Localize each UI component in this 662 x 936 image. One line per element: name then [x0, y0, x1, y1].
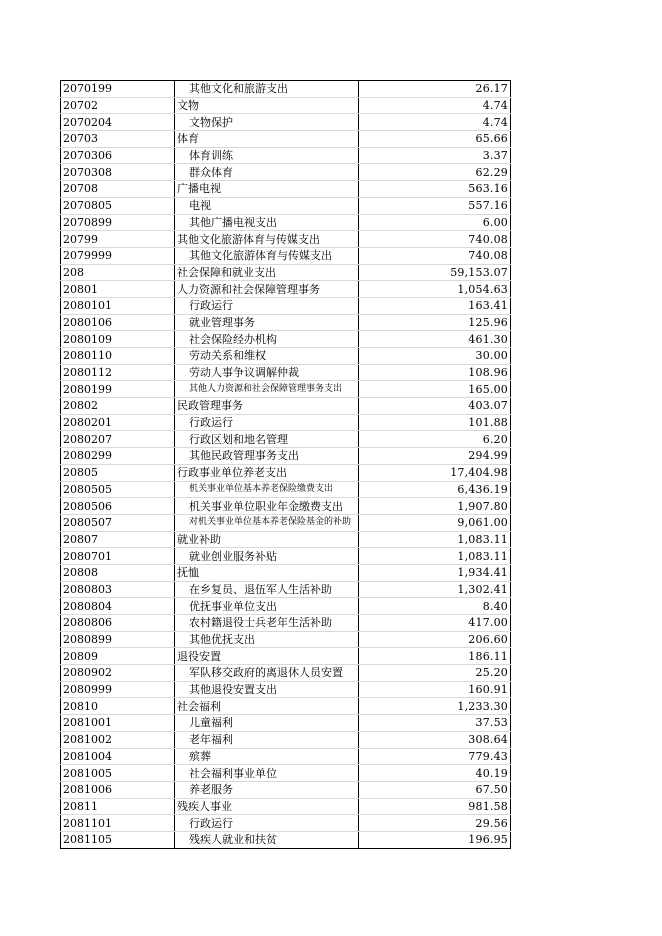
subject-code-cell[interactable]: 2080506 — [61, 498, 175, 515]
amount-cell[interactable]: 779.43 — [359, 748, 511, 765]
subject-name-cell[interactable]: 对机关事业单位基本养老保险基金的补助 — [175, 514, 359, 531]
subject-name-cell[interactable]: 社会保障和就业支出 — [175, 264, 359, 281]
subject-code-cell[interactable]: 2070308 — [61, 164, 175, 181]
subject-code-cell[interactable]: 20708 — [61, 181, 175, 198]
subject-code-cell[interactable]: 20799 — [61, 231, 175, 248]
amount-cell[interactable]: 186.11 — [359, 648, 511, 665]
table-row[interactable] — [61, 364, 511, 381]
table-row[interactable] — [61, 681, 511, 698]
amount-cell[interactable]: 9,061.00 — [359, 514, 511, 531]
subject-code-cell[interactable]: 2081006 — [61, 781, 175, 798]
subject-code-cell[interactable]: 2081004 — [61, 748, 175, 765]
expenditure-table — [60, 80, 511, 849]
subject-code-cell[interactable]: 2080804 — [61, 598, 175, 615]
subject-name-cell[interactable]: 其他退役安置支出 — [175, 681, 359, 698]
subject-name-cell[interactable]: 其他优抚支出 — [175, 631, 359, 648]
subject-code-cell[interactable]: 20807 — [61, 531, 175, 548]
table-row[interactable] — [61, 81, 511, 98]
amount-cell[interactable]: 17,404.98 — [359, 464, 511, 481]
table-row[interactable] — [61, 481, 511, 498]
subject-name-cell[interactable]: 行政运行 — [175, 815, 359, 832]
table-row[interactable] — [61, 831, 511, 848]
table-row[interactable] — [61, 348, 511, 365]
subject-name-cell[interactable]: 电视 — [175, 197, 359, 214]
amount-cell[interactable]: 165.00 — [359, 381, 511, 398]
amount-cell[interactable]: 308.64 — [359, 731, 511, 748]
table-row[interactable] — [61, 648, 511, 665]
subject-code-cell[interactable]: 2070204 — [61, 114, 175, 131]
subject-name-cell[interactable]: 老年福利 — [175, 731, 359, 748]
subject-code-cell[interactable]: 20808 — [61, 564, 175, 581]
amount-cell[interactable]: 108.96 — [359, 364, 511, 381]
subject-name-cell[interactable]: 儿童福利 — [175, 715, 359, 732]
table-row[interactable] — [61, 197, 511, 214]
table-row[interactable] — [61, 114, 511, 131]
subject-code-cell[interactable]: 2079999 — [61, 247, 175, 264]
table-row[interactable] — [61, 281, 511, 298]
amount-cell[interactable]: 37.53 — [359, 715, 511, 732]
amount-cell[interactable]: 294.99 — [359, 448, 511, 465]
amount-cell[interactable]: 563.16 — [359, 181, 511, 198]
amount-cell[interactable]: 59,153.07 — [359, 264, 511, 281]
subject-code-cell[interactable]: 20703 — [61, 131, 175, 148]
subject-code-cell[interactable]: 20809 — [61, 648, 175, 665]
table-row[interactable] — [61, 331, 511, 348]
table-row[interactable] — [61, 548, 511, 565]
subject-code-cell[interactable]: 2081001 — [61, 715, 175, 732]
table-row[interactable] — [61, 381, 511, 398]
subject-name-cell[interactable]: 殡葬 — [175, 748, 359, 765]
table-row[interactable] — [61, 231, 511, 248]
subject-code-cell[interactable]: 20801 — [61, 281, 175, 298]
amount-cell[interactable]: 29.56 — [359, 815, 511, 832]
amount-cell[interactable]: 1,302.41 — [359, 581, 511, 598]
subject-code-cell[interactable]: 208 — [61, 264, 175, 281]
subject-name-cell[interactable]: 其他广播电视支出 — [175, 214, 359, 231]
subject-name-cell[interactable]: 退役安置 — [175, 648, 359, 665]
subject-code-cell[interactable]: 2081105 — [61, 831, 175, 848]
table-row[interactable] — [61, 464, 511, 481]
subject-code-cell[interactable]: 2080106 — [61, 314, 175, 331]
amount-cell[interactable]: 740.08 — [359, 247, 511, 264]
subject-name-cell[interactable]: 人力资源和社会保障管理事务 — [175, 281, 359, 298]
subject-name-cell[interactable]: 残疾人事业 — [175, 798, 359, 815]
subject-name-cell[interactable]: 就业创业服务补贴 — [175, 548, 359, 565]
table-row[interactable] — [61, 431, 511, 448]
table-row[interactable] — [61, 564, 511, 581]
subject-name-cell[interactable]: 文物保护 — [175, 114, 359, 131]
amount-cell[interactable]: 981.58 — [359, 798, 511, 815]
amount-cell[interactable]: 461.30 — [359, 331, 511, 348]
amount-cell[interactable]: 163.41 — [359, 297, 511, 314]
table-row[interactable] — [61, 247, 511, 264]
table-row[interactable] — [61, 414, 511, 431]
subject-name-cell[interactable]: 民政管理事务 — [175, 398, 359, 415]
subject-name-cell[interactable]: 机关事业单位基本养老保险缴费支出 — [175, 481, 359, 498]
subject-name-cell[interactable]: 社会福利 — [175, 698, 359, 715]
expenditure-table-body — [61, 81, 511, 849]
amount-cell[interactable]: 4.74 — [359, 114, 511, 131]
table-row[interactable] — [61, 781, 511, 798]
table-row[interactable] — [61, 97, 511, 114]
table-row[interactable] — [61, 147, 511, 164]
table-row[interactable] — [61, 181, 511, 198]
amount-cell[interactable]: 26.17 — [359, 81, 511, 98]
subject-code-cell[interactable]: 2080109 — [61, 331, 175, 348]
table-row[interactable] — [61, 815, 511, 832]
table-row[interactable] — [61, 798, 511, 815]
subject-code-cell[interactable]: 2080505 — [61, 481, 175, 498]
subject-code-cell[interactable]: 20811 — [61, 798, 175, 815]
table-row[interactable] — [61, 598, 511, 615]
subject-code-cell[interactable]: 2070199 — [61, 81, 175, 98]
subject-name-cell[interactable]: 残疾人就业和扶贫 — [175, 831, 359, 848]
subject-name-cell[interactable]: 军队移交政府的离退休人员安置 — [175, 665, 359, 682]
table-row[interactable] — [61, 498, 511, 515]
subject-code-cell[interactable]: 2080299 — [61, 448, 175, 465]
amount-cell[interactable]: 101.88 — [359, 414, 511, 431]
subject-code-cell[interactable]: 2081005 — [61, 765, 175, 782]
subject-name-cell[interactable]: 机关事业单位职业年金缴费支出 — [175, 498, 359, 515]
subject-code-cell[interactable]: 2080507 — [61, 514, 175, 531]
subject-code-cell[interactable]: 2080902 — [61, 665, 175, 682]
subject-name-cell[interactable]: 文物 — [175, 97, 359, 114]
subject-name-cell[interactable]: 体育 — [175, 131, 359, 148]
subject-code-cell[interactable]: 2081101 — [61, 815, 175, 832]
subject-name-cell[interactable]: 劳动人事争议调解仲裁 — [175, 364, 359, 381]
subject-name-cell[interactable]: 其他文化和旅游支出 — [175, 81, 359, 98]
table-row[interactable] — [61, 514, 511, 531]
subject-name-cell[interactable]: 其他文化旅游体育与传媒支出 — [175, 231, 359, 248]
subject-name-cell[interactable]: 其他民政管理事务支出 — [175, 448, 359, 465]
subject-name-cell[interactable]: 优抚事业单位支出 — [175, 598, 359, 615]
amount-cell[interactable]: 8.40 — [359, 598, 511, 615]
subject-code-cell[interactable]: 2080806 — [61, 615, 175, 632]
amount-cell[interactable]: 557.16 — [359, 197, 511, 214]
table-row[interactable] — [61, 164, 511, 181]
subject-name-cell[interactable]: 其他人力资源和社会保障管理事务支出 — [175, 381, 359, 398]
subject-name-cell[interactable]: 就业管理事务 — [175, 314, 359, 331]
subject-code-cell[interactable]: 2080803 — [61, 581, 175, 598]
subject-name-cell[interactable]: 农村籍退役士兵老年生活补助 — [175, 615, 359, 632]
table-row[interactable] — [61, 581, 511, 598]
table-row[interactable] — [61, 715, 511, 732]
subject-code-cell[interactable]: 2081002 — [61, 731, 175, 748]
amount-cell[interactable]: 125.96 — [359, 314, 511, 331]
subject-name-cell[interactable]: 行政事业单位养老支出 — [175, 464, 359, 481]
amount-cell[interactable]: 1,907.80 — [359, 498, 511, 515]
table-row[interactable] — [61, 698, 511, 715]
subject-code-cell[interactable]: 20802 — [61, 398, 175, 415]
amount-cell[interactable]: 1,934.41 — [359, 564, 511, 581]
subject-name-cell[interactable]: 行政区划和地名管理 — [175, 431, 359, 448]
amount-cell[interactable]: 62.29 — [359, 164, 511, 181]
amount-cell[interactable]: 196.95 — [359, 831, 511, 848]
table-row[interactable] — [61, 665, 511, 682]
amount-cell[interactable]: 65.66 — [359, 131, 511, 148]
table-row[interactable] — [61, 631, 511, 648]
subject-name-cell[interactable]: 养老服务 — [175, 781, 359, 798]
table-row[interactable] — [61, 398, 511, 415]
amount-cell[interactable]: 30.00 — [359, 348, 511, 365]
table-row[interactable] — [61, 448, 511, 465]
amount-cell[interactable]: 1,083.11 — [359, 531, 511, 548]
subject-name-cell[interactable]: 劳动关系和维权 — [175, 348, 359, 365]
subject-name-cell[interactable]: 群众体育 — [175, 164, 359, 181]
subject-name-cell[interactable]: 社会福利事业单位 — [175, 765, 359, 782]
subject-code-cell[interactable]: 2070899 — [61, 214, 175, 231]
amount-cell[interactable]: 25.20 — [359, 665, 511, 682]
table-row[interactable] — [61, 214, 511, 231]
subject-code-cell[interactable]: 2080899 — [61, 631, 175, 648]
amount-cell[interactable]: 6.00 — [359, 214, 511, 231]
amount-cell[interactable]: 206.60 — [359, 631, 511, 648]
subject-name-cell[interactable]: 行政运行 — [175, 297, 359, 314]
table-row[interactable] — [61, 765, 511, 782]
table-row[interactable] — [61, 731, 511, 748]
amount-cell[interactable]: 3.37 — [359, 147, 511, 164]
amount-cell[interactable]: 740.08 — [359, 231, 511, 248]
amount-cell[interactable]: 417.00 — [359, 615, 511, 632]
subject-code-cell[interactable]: 2080207 — [61, 431, 175, 448]
subject-name-cell[interactable]: 抚恤 — [175, 564, 359, 581]
subject-code-cell[interactable]: 2080201 — [61, 414, 175, 431]
subject-code-cell[interactable]: 20702 — [61, 97, 175, 114]
amount-cell[interactable]: 6.20 — [359, 431, 511, 448]
table-row[interactable] — [61, 131, 511, 148]
table-row[interactable] — [61, 615, 511, 632]
amount-cell[interactable]: 403.07 — [359, 398, 511, 415]
table-row[interactable] — [61, 297, 511, 314]
table-row[interactable] — [61, 748, 511, 765]
subject-code-cell[interactable]: 20810 — [61, 698, 175, 715]
subject-name-cell[interactable]: 社会保险经办机构 — [175, 331, 359, 348]
subject-name-cell[interactable]: 其他文化旅游体育与传媒支出 — [175, 247, 359, 264]
amount-cell[interactable]: 67.50 — [359, 781, 511, 798]
amount-cell[interactable]: 4.74 — [359, 97, 511, 114]
subject-name-cell[interactable]: 在乡复员、退伍军人生活补助 — [175, 581, 359, 598]
subject-code-cell[interactable]: 2080199 — [61, 381, 175, 398]
amount-cell[interactable]: 1,083.11 — [359, 548, 511, 565]
amount-cell[interactable]: 6,436.19 — [359, 481, 511, 498]
subject-code-cell[interactable]: 20805 — [61, 464, 175, 481]
subject-code-cell[interactable]: 2080101 — [61, 297, 175, 314]
table-row[interactable] — [61, 314, 511, 331]
subject-code-cell[interactable]: 2070306 — [61, 147, 175, 164]
subject-code-cell[interactable]: 2070805 — [61, 197, 175, 214]
amount-cell[interactable]: 40.19 — [359, 765, 511, 782]
subject-code-cell[interactable]: 2080999 — [61, 681, 175, 698]
subject-name-cell[interactable]: 行政运行 — [175, 414, 359, 431]
subject-name-cell[interactable]: 体育训练 — [175, 147, 359, 164]
amount-cell[interactable]: 1,233.30 — [359, 698, 511, 715]
table-row[interactable] — [61, 531, 511, 548]
table-row[interactable] — [61, 264, 511, 281]
subject-code-cell[interactable]: 2080112 — [61, 364, 175, 381]
subject-name-cell[interactable]: 广播电视 — [175, 181, 359, 198]
subject-code-cell[interactable]: 2080701 — [61, 548, 175, 565]
amount-cell[interactable]: 1,054.63 — [359, 281, 511, 298]
amount-cell[interactable]: 160.91 — [359, 681, 511, 698]
subject-name-cell[interactable]: 就业补助 — [175, 531, 359, 548]
subject-code-cell[interactable]: 2080110 — [61, 348, 175, 365]
